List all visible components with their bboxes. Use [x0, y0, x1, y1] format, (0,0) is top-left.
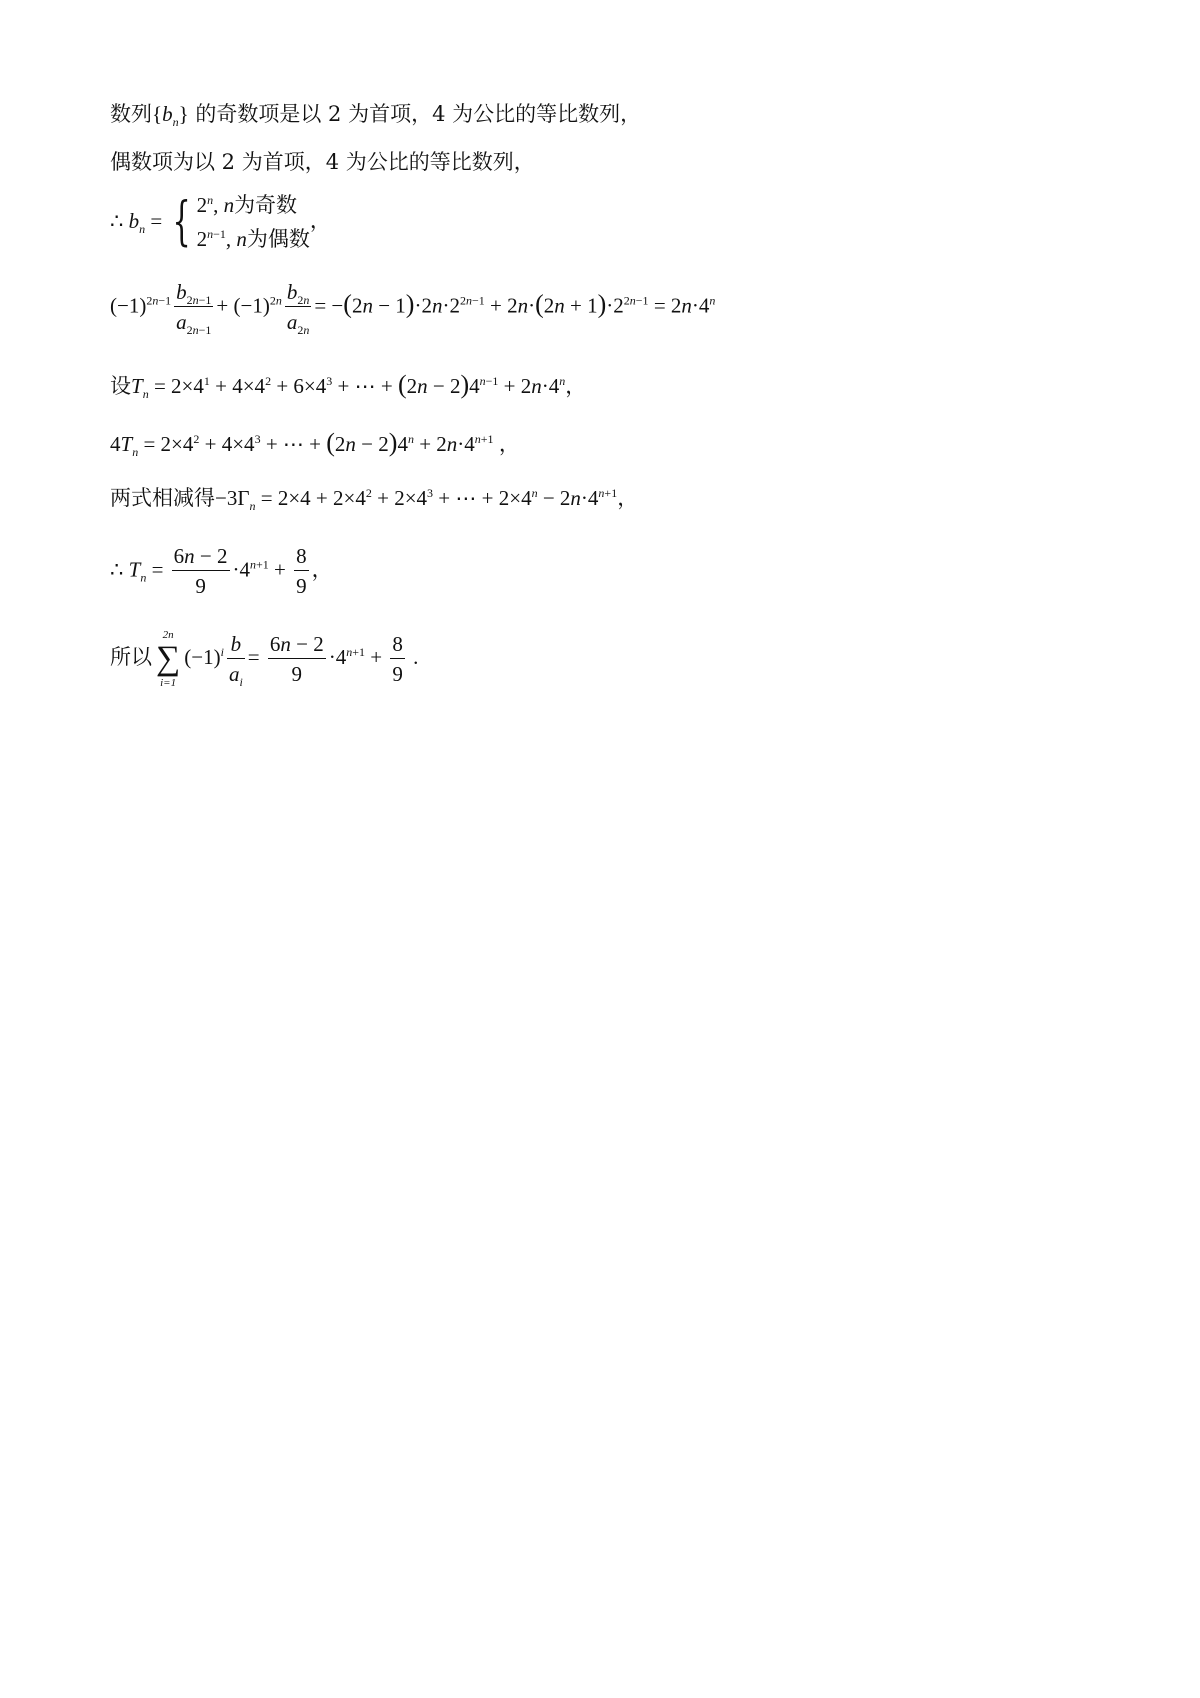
line-1-prefix: 数列	[110, 102, 152, 126]
subtract-prefix: 两式相减得	[110, 486, 215, 510]
final-prefix: 所以	[110, 644, 152, 669]
line-b-n-piecewise: ∴ $b_n$ = { 2$^n$, n为奇数 $2^{n-1}$, n为偶数 ，	[110, 188, 331, 256]
line-subtract: 两式相减得$-3\Gamma_n = 2\times 4 + 2\times 4^2 + 2\times 4^3$ + ⋯ + $2\times 4^n - 2n\cdot 4^{n+1}$，	[110, 486, 639, 514]
set-b-n: $\{b_n\}$	[152, 102, 189, 130]
define-prefix: 设	[110, 374, 131, 398]
line-final-sum: 所以 2n ∑ i=1 $(-1)^i$ $\frac{b}{a_i}$ = $\frac{6n - 2}{9}$ $\cdot 4^{n+1}$ + $\frac{8}{9}$ .	[110, 629, 419, 689]
line-1-suffix: 的奇数项是以 2 为首项，4 为公比的等比数列，	[195, 102, 642, 126]
line-3-end: ，	[309, 208, 331, 233]
line-2-text: 偶数项为以 2 为首项，4 为公比的等比数列，	[110, 150, 535, 174]
line-b-even-terms	[110, 152, 535, 173]
line-define-t-n: 设$T_n = 2\times 4^1 + 4\times 4^2 + 6\times 4^3$ + ⋯ + $(2n - 2)4^{n-1} + 2n\cdot 4^n$，	[110, 370, 587, 402]
case-odd-label: 为奇数	[234, 193, 298, 217]
line-4-t-n: $4T_n = 2\times 4^2 + 4\times 4^3$ + ⋯ + $(2n - 2)4^n + 2n\cdot 4^{n+1}$ ，	[110, 428, 520, 460]
piecewise-cases: 2$^n$, n为奇数 $2^{n-1}$, n为偶数	[196, 193, 310, 251]
line-paired-term: $(-1)^{2n-1}$ $\frac{b_{2n-1}}{a_{2n-1}}$ + $(-1)^{2n}$ $\frac{b_{2n}}{a_{2n}}$ = $-(2n - 1)\cdot 2n\cdot 2^{2n-1} + 2n\cdot(2n + 1)\cdot 2^{2n-1} = 2n\cdot 4^n$	[110, 280, 716, 338]
line-b-odd-terms	[110, 102, 642, 130]
case-even-label: 为偶数	[246, 227, 310, 251]
left-brace: {	[172, 192, 192, 252]
line-t-n-result: ∴ $T_n$ = $\frac{6n - 2}{9}$ $\cdot 4^{n+1}$ + $\frac{8}{9}$ ，	[110, 544, 333, 598]
summation-sign: 2n ∑ i=1	[156, 629, 181, 689]
